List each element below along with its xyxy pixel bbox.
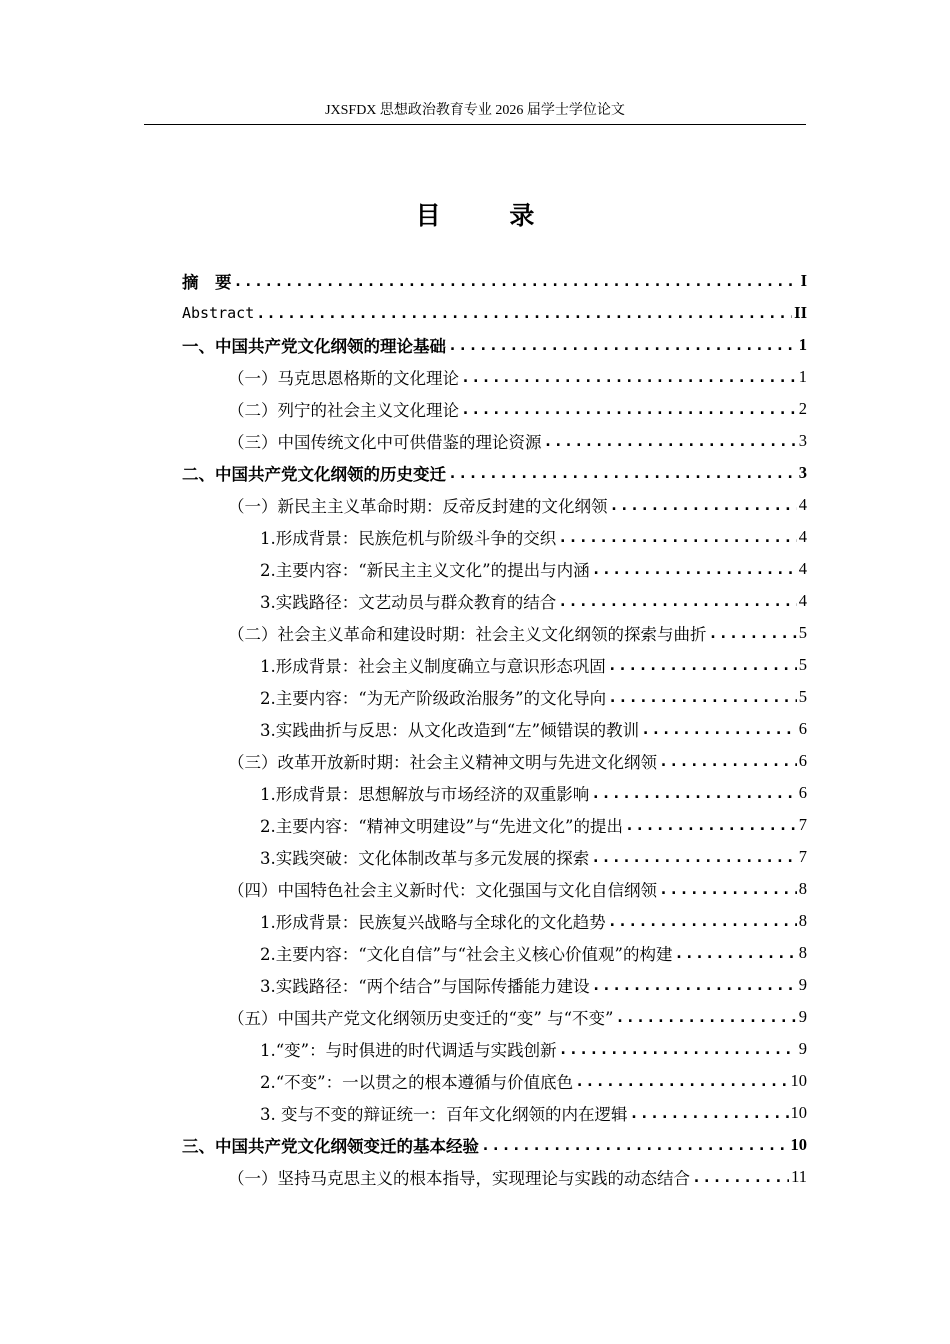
toc-entry-title: （一）新民主主义革命时期：反帝反封建的文化纲领 <box>228 497 608 516</box>
toc-entry-title: （一）马克思恩格斯的文化理论 <box>228 369 459 388</box>
toc-entry[interactable] <box>182 393 807 425</box>
toc-entry-title: 3.实践路径：文艺动员与群众教育的结合 <box>260 593 557 612</box>
toc-dot-leader <box>234 274 799 289</box>
toc-entry-title: 二、中国共产党文化纲领的历史变迁 <box>182 465 446 484</box>
toc-dot-leader <box>592 562 797 577</box>
toc-dot-leader <box>461 402 797 417</box>
toc-dot-leader <box>630 1106 789 1121</box>
toc-entry[interactable] <box>182 937 807 969</box>
toc-dot-leader <box>709 626 797 641</box>
toc-dot-leader <box>659 754 797 769</box>
toc-entry-title: （二）列宁的社会主义文化理论 <box>228 401 459 420</box>
toc-dot-leader <box>692 1170 789 1185</box>
toc-entry-title: 一、中国共产党文化纲领的理论基础 <box>182 337 446 356</box>
toc-page-number: 3 <box>798 463 807 482</box>
toc-entry-title: 三、中国共产党文化纲领变迁的基本经验 <box>182 1137 479 1156</box>
toc-dot-leader <box>558 594 797 609</box>
toc-page-number: 10 <box>790 1071 807 1090</box>
toc-entry[interactable] <box>182 1001 807 1033</box>
toc-page-number: 9 <box>798 975 807 994</box>
toc-entry-title: 2.主要内容：“为无产阶级政治服务”的文化导向 <box>260 689 607 708</box>
toc-entry[interactable] <box>182 425 807 457</box>
toc-entry[interactable] <box>182 329 807 361</box>
toc-entry-title: 1.形成背景：民族复兴战略与全球化的文化趋势 <box>260 913 606 932</box>
toc-entry-title: Abstract <box>182 304 255 322</box>
toc-entry[interactable] <box>182 265 807 297</box>
toc-entry-title: （五）中国共产党文化纲领历史变迁的“变” 与“不变” <box>228 1009 614 1028</box>
toc-page-number: 11 <box>791 1167 807 1186</box>
toc-entry-title: 2.主要内容：“精神文明建设”与“先进文化”的提出 <box>260 817 623 836</box>
toc-page-number: 6 <box>798 783 807 802</box>
toc-entry-title: （四）中国特色社会主义新时代：文化强国与文化自信纲领 <box>228 881 657 900</box>
toc-entry[interactable] <box>182 361 807 393</box>
toc-entry[interactable] <box>182 713 807 745</box>
toc-dot-leader <box>659 882 797 897</box>
toc-dot-leader <box>608 690 797 705</box>
toc-dot-leader <box>592 978 797 993</box>
toc-page-number: II <box>794 303 807 322</box>
toc-entry-title: （三）中国传统文化中可供借鉴的理论资源 <box>228 433 542 452</box>
toc-entry[interactable] <box>182 521 807 553</box>
toc-page-number: 5 <box>798 687 807 706</box>
toc-page-number: 8 <box>798 911 807 930</box>
toc-entry[interactable] <box>182 1065 807 1097</box>
toc-entry[interactable] <box>182 553 807 585</box>
toc-entry[interactable] <box>182 1033 807 1065</box>
toc-dot-leader <box>641 722 797 737</box>
toc-entry[interactable] <box>182 585 807 617</box>
toc-entry[interactable] <box>182 457 807 489</box>
toc-page-number: 7 <box>798 815 807 834</box>
toc-dot-leader <box>616 1010 797 1025</box>
toc-page-number: 3 <box>798 431 807 450</box>
toc-page-number: 4 <box>798 495 807 514</box>
toc-page-number: 10 <box>790 1135 807 1154</box>
toc-entry[interactable] <box>182 777 807 809</box>
toc-entry-title: 3. 变与不变的辩证统一：百年文化纲领的内在逻辑 <box>260 1105 628 1124</box>
toc-page-number: 1 <box>798 367 807 386</box>
toc-dot-leader <box>558 530 797 545</box>
toc-page-number: 5 <box>798 623 807 642</box>
toc-page-number: 8 <box>798 943 807 962</box>
toc-entry[interactable] <box>182 969 807 1001</box>
page-title: 目 录 <box>415 201 565 230</box>
toc-dot-leader <box>448 338 797 353</box>
toc-dot-leader <box>559 1042 797 1057</box>
toc-dot-leader <box>608 914 797 929</box>
toc-entry[interactable] <box>182 1129 807 1161</box>
toc-entry[interactable] <box>182 1097 807 1129</box>
toc-dot-leader <box>461 370 797 385</box>
toc-entry[interactable] <box>182 1161 807 1193</box>
toc-page-number: 10 <box>790 1103 807 1122</box>
toc-page-number: 7 <box>798 847 807 866</box>
toc-dot-leader <box>610 498 797 513</box>
toc-entry-title: 1.“变”：与时俱进的时代调适与实践创新 <box>260 1041 557 1060</box>
toc-entry-title: 摘 要 <box>182 273 232 292</box>
toc-dot-leader <box>448 466 797 481</box>
toc-entry[interactable] <box>182 809 807 841</box>
toc-dot-leader <box>256 306 792 321</box>
running-header: JXSFDX 思想政治教育专业 2026 届学士学位论文 <box>325 103 625 118</box>
toc-page-number: 6 <box>798 719 807 738</box>
toc-dot-leader <box>591 850 797 865</box>
toc-page-number: 6 <box>798 751 807 770</box>
toc-dot-leader <box>608 658 797 673</box>
toc-entry-title: （三）改革开放新时期：社会主义精神文明与先进文化纲领 <box>228 753 657 772</box>
toc-page-number: 4 <box>798 527 807 546</box>
toc-dot-leader <box>674 946 796 961</box>
toc-entry-title: 1.形成背景：思想解放与市场经济的双重影响 <box>260 785 590 804</box>
toc-entry-title: 2.“不变”：一以贯之的根本遵循与价值底色 <box>260 1073 574 1092</box>
toc-entry-title: 3.实践突破：文化体制改革与多元发展的探索 <box>260 849 590 868</box>
toc-entry-title: （二）社会主义革命和建设时期：社会主义文化纲领的探索与曲折 <box>228 625 707 644</box>
toc-page-number: 4 <box>798 559 807 578</box>
header-rule <box>144 124 806 125</box>
toc-entry-title: （一）坚持马克思主义的根本指导，实现理论与实践的动态结合 <box>228 1169 690 1188</box>
toc-entry-title: 2.主要内容：“文化自信”与“社会主义核心价值观”的构建 <box>260 945 673 964</box>
toc-page-number: 2 <box>798 399 807 418</box>
table-of-contents <box>182 265 807 1193</box>
toc-entry-title: 1.形成背景：社会主义制度确立与意识形态巩固 <box>260 657 606 676</box>
toc-entry[interactable] <box>182 745 807 777</box>
toc-page-number: 9 <box>798 1039 807 1058</box>
toc-page-number: 5 <box>798 655 807 674</box>
toc-entry[interactable] <box>182 681 807 713</box>
toc-page-number: 1 <box>798 335 807 354</box>
toc-entry[interactable] <box>182 905 807 937</box>
toc-page-number: 8 <box>798 879 807 898</box>
toc-dot-leader <box>591 786 797 801</box>
toc-page-number: 9 <box>798 1007 807 1026</box>
toc-entry-title: 3.实践路径：“两个结合”与国际传播能力建设 <box>260 977 590 996</box>
toc-page-number: I <box>800 271 807 290</box>
toc-entry[interactable] <box>182 617 807 649</box>
toc-entry[interactable] <box>182 841 807 873</box>
toc-entry-title: 2.主要内容：“新民主主义文化”的提出与内涵 <box>260 561 590 580</box>
toc-entry-title: 1.形成背景：民族危机与阶级斗争的交织 <box>260 529 557 548</box>
toc-entry[interactable] <box>182 297 807 329</box>
toc-dot-leader <box>575 1074 788 1089</box>
toc-entry[interactable] <box>182 489 807 521</box>
toc-entry[interactable] <box>182 649 807 681</box>
toc-page-number: 4 <box>798 591 807 610</box>
toc-dot-leader <box>481 1138 789 1153</box>
toc-entry[interactable] <box>182 873 807 905</box>
toc-entry-title: 3.实践曲折与反思：从文化改造到“左”倾错误的教训 <box>260 721 640 740</box>
toc-dot-leader <box>625 818 797 833</box>
toc-dot-leader <box>544 434 797 449</box>
